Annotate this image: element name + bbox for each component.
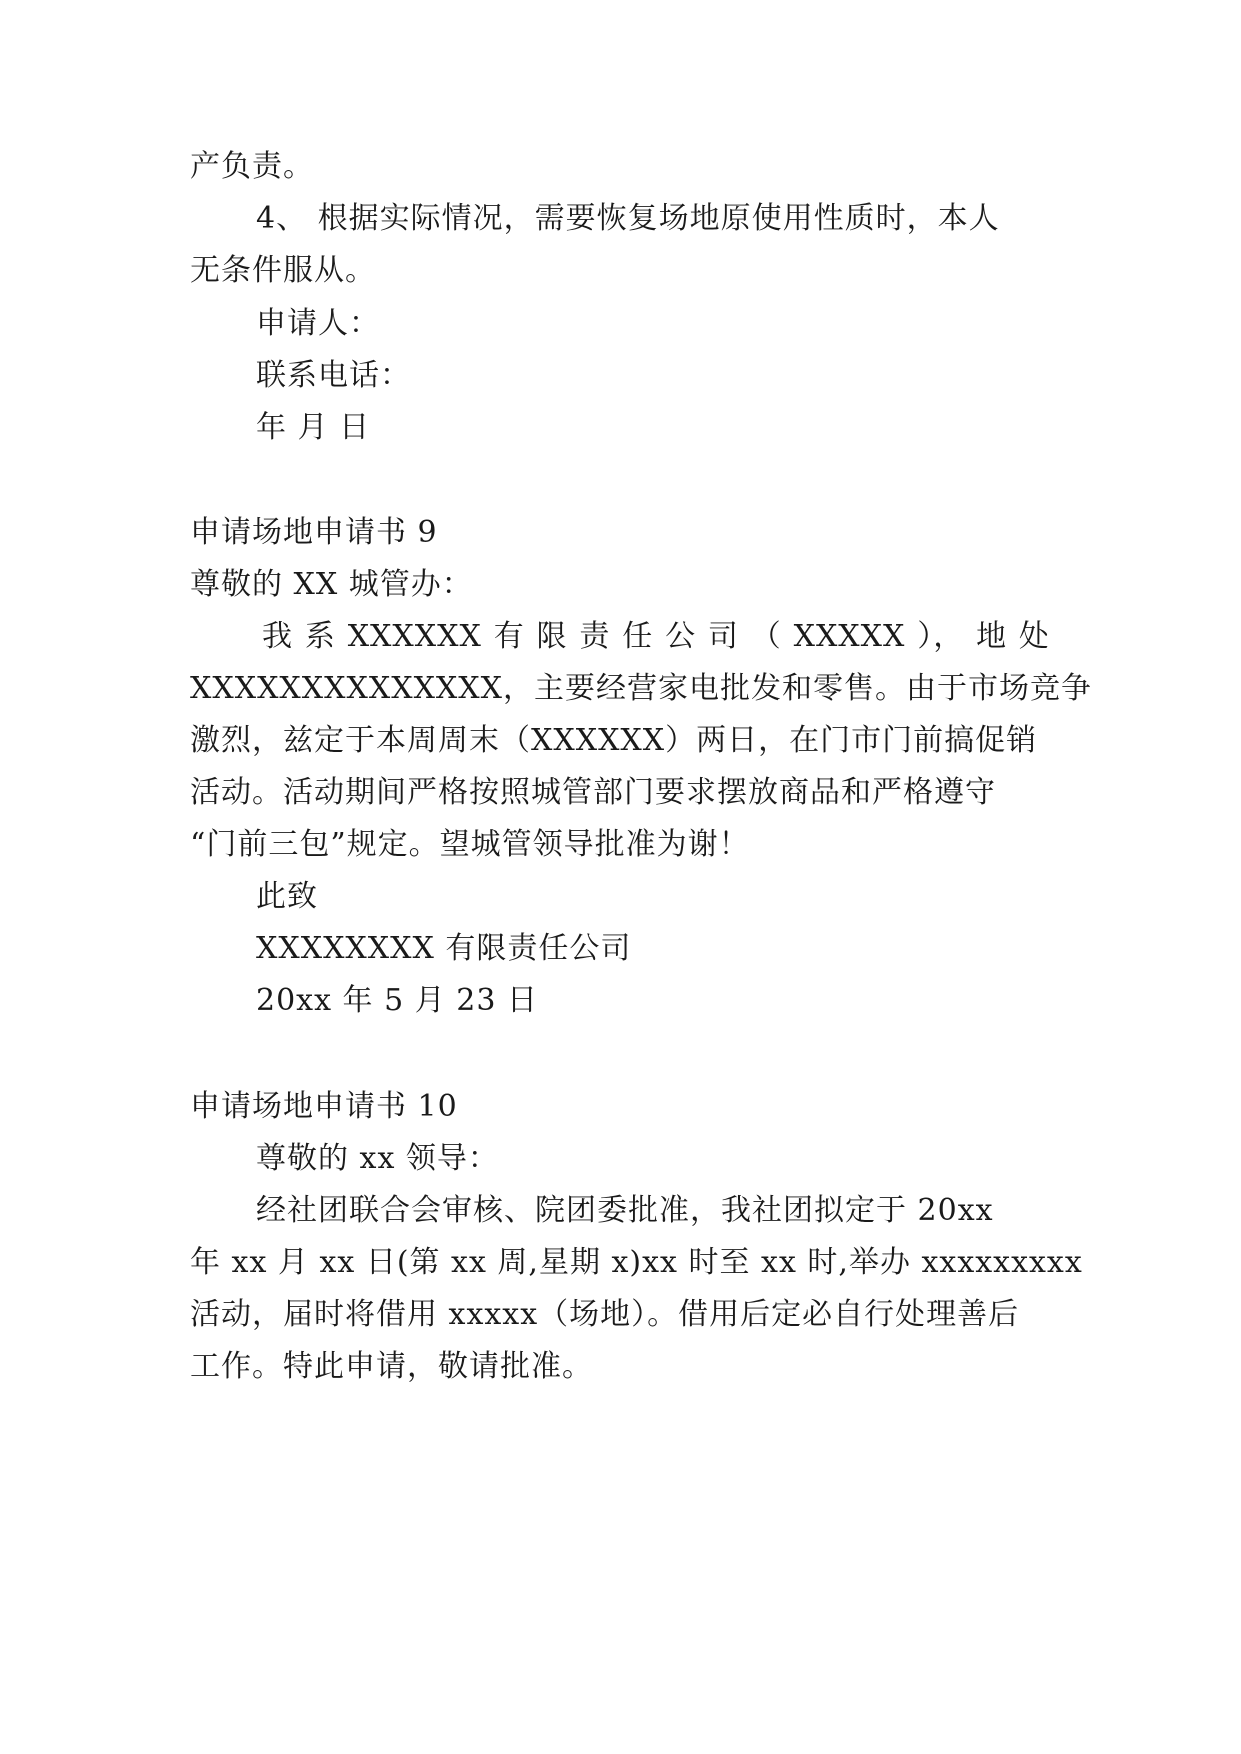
salutation: 尊敬的 XX 城管办： <box>190 567 473 602</box>
applicant-label: 申请人： <box>256 306 380 341</box>
paragraph-line: 产负责。 <box>190 149 314 184</box>
date-label: 年 月 日 <box>256 410 371 445</box>
word: 我 <box>262 619 293 654</box>
paragraph-line: 活动，届时将借用 xxxxx（场地）。借用后定必自行处理善后 <box>190 1297 1020 1332</box>
word: 责 <box>579 619 611 654</box>
word: （ <box>750 619 782 654</box>
paragraph-line-justified <box>262 619 1050 654</box>
paragraph-line: 活动。活动期间严格按照城管部门要求摆放商品和严格遵守 <box>190 775 996 810</box>
section-title: 申请场地申请书 9 <box>190 515 438 550</box>
paragraph-line: 年 xx 月 xx 日(第 xx 周,星期 x)xx 时至 xx 时,举办 xxxxxxxxx <box>190 1245 1083 1280</box>
paragraph-line: 激烈，兹定于本周周末（XXXXXX）两日，在门市门前搞促销 <box>190 723 1038 758</box>
word: 系 <box>304 619 336 654</box>
signature-company: XXXXXXXX 有限责任公司 <box>256 931 632 966</box>
word: 地 <box>976 619 1008 654</box>
word: ）， <box>917 619 965 654</box>
word: 公 <box>665 619 697 654</box>
paragraph-line: 4、 根据实际情况，需要恢复场地原使用性质时，本人 <box>256 201 1000 236</box>
word: 司 <box>707 619 739 654</box>
word: XXXXX <box>793 619 906 654</box>
salutation: 尊敬的 xx 领导： <box>256 1141 499 1176</box>
signature-date: 20xx 年 5 月 23 日 <box>256 983 538 1018</box>
paragraph-line: XXXXXXXXXXXXXX，主要经营家电批发和零售。由于市场竞争 <box>190 671 1093 706</box>
closing: 此致 <box>256 879 318 914</box>
word: 限 <box>536 619 568 654</box>
word: 处 <box>1018 619 1050 654</box>
paragraph-line: 经社团联合会审核、院团委批准，我社团拟定于 20xx <box>256 1193 994 1228</box>
paragraph-line: 无条件服从。 <box>190 253 376 288</box>
word: 任 <box>622 619 654 654</box>
word: 有 <box>493 619 525 654</box>
paragraph-line: 工作。特此申请，敬请批准。 <box>190 1349 593 1384</box>
phone-label: 联系电话： <box>256 358 411 393</box>
section-title: 申请场地申请书 10 <box>190 1089 458 1124</box>
word: XXXXXX <box>347 619 482 654</box>
paragraph-line: “门前三包”规定。望城管领导批准为谢！ <box>190 827 750 862</box>
